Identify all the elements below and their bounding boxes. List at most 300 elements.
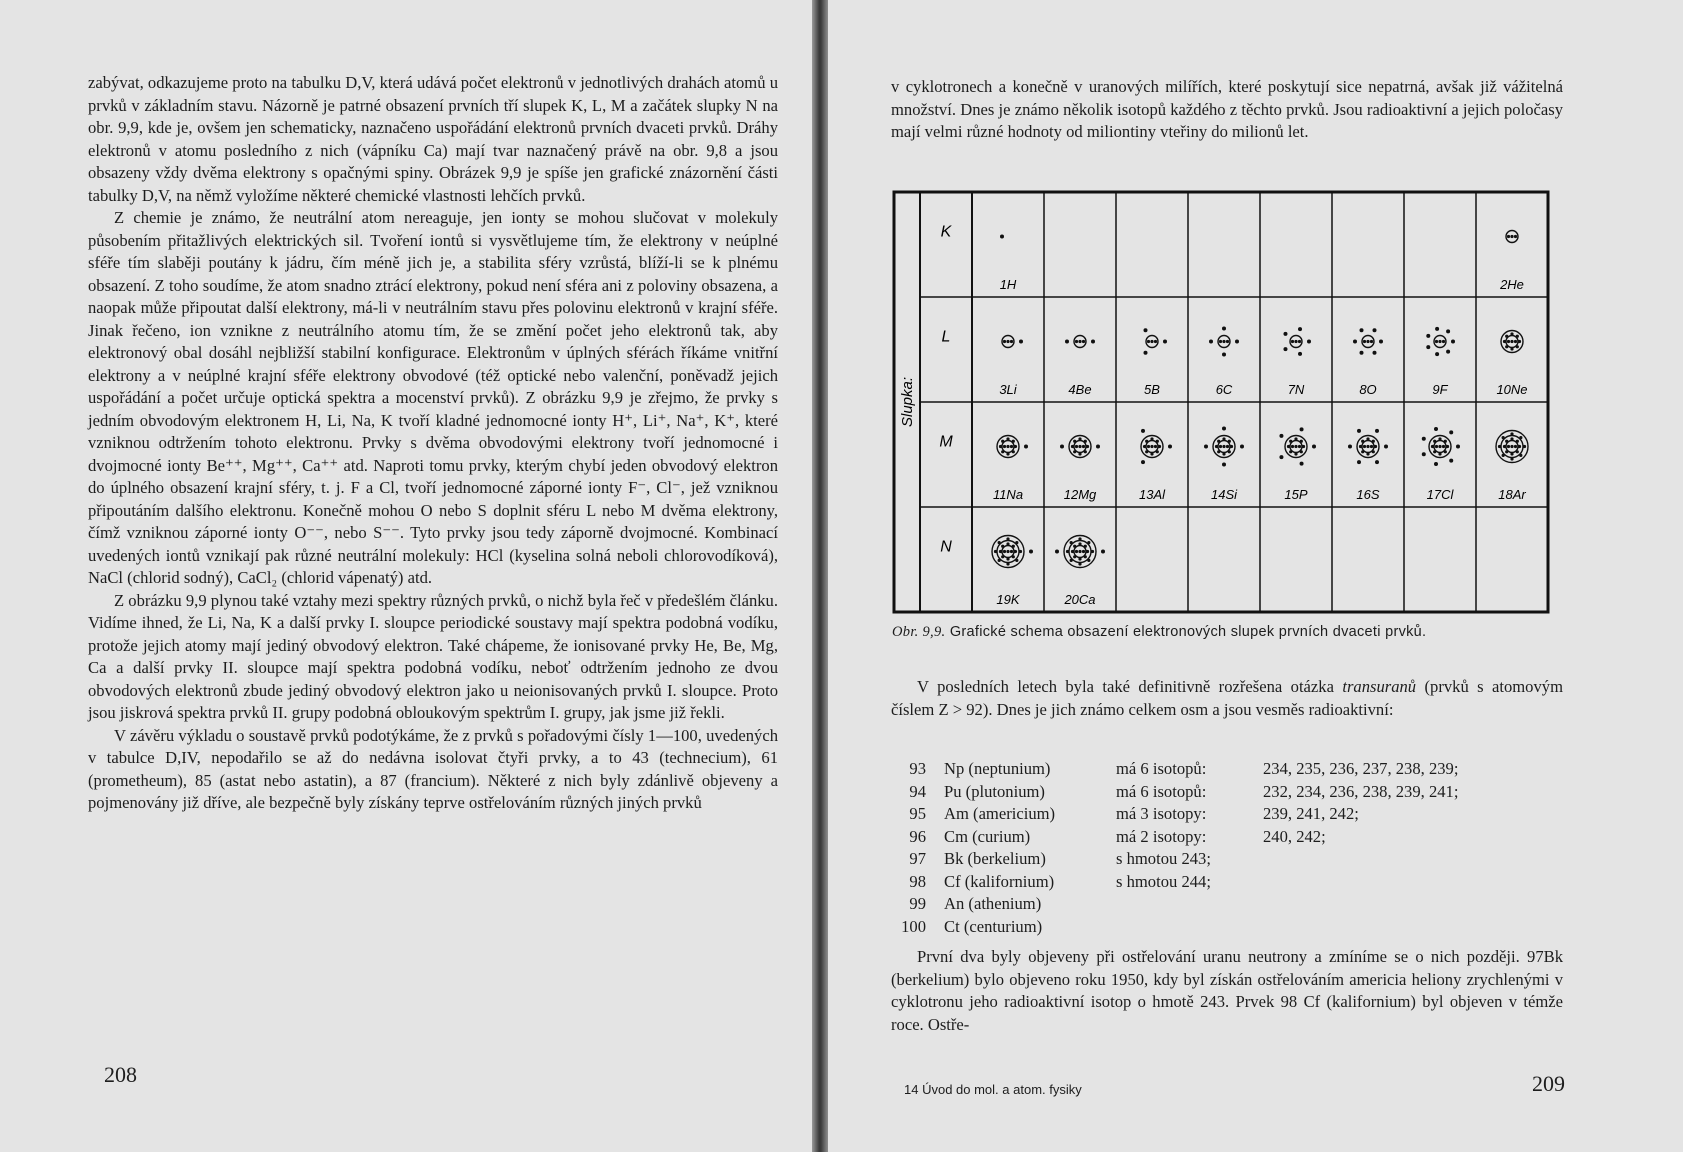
paragraph-text: První dva byly objeveny při ostřelování uranu neutrony a zmíníme se o nich později. 97Bk (berkelium) bylo objeveno roku 1950, kdy byl získán ostřelováním americia heliony zrychlenými v cyklotronu jeho radioaktivní isotop o hmotě 243. Prvek 98 Cf (kalifornium) byl objeven v témže roce. Ostře- <box>891 947 1563 1034</box>
element-label: 14Si <box>1210 487 1238 502</box>
electron <box>1014 445 1017 448</box>
electron <box>1502 436 1505 439</box>
electron <box>1075 340 1078 343</box>
electron <box>1084 450 1087 453</box>
electron <box>1010 340 1013 343</box>
element-label: 7N <box>1287 382 1305 397</box>
electron <box>1514 235 1517 238</box>
electron <box>1510 437 1513 440</box>
electron <box>1426 345 1430 349</box>
element-label: 8O <box>1359 382 1377 397</box>
electron <box>1516 440 1519 443</box>
electron <box>1086 445 1089 448</box>
element-label: 20Ca <box>1064 592 1096 607</box>
electron <box>1150 437 1153 440</box>
electron <box>1144 328 1148 332</box>
electron <box>1283 332 1287 336</box>
electron <box>1019 340 1023 344</box>
electron <box>1014 550 1017 553</box>
element-label: 13Al <box>1138 487 1166 502</box>
electron <box>1519 436 1522 439</box>
electron <box>1373 351 1377 355</box>
electron <box>1003 340 1006 343</box>
electron <box>1215 445 1218 448</box>
electron <box>1446 445 1449 448</box>
electron <box>1444 440 1447 443</box>
electron <box>1505 345 1508 348</box>
electron <box>1163 340 1167 344</box>
electron <box>1503 445 1506 448</box>
electron <box>1514 445 1517 448</box>
electron <box>1070 559 1073 562</box>
element-label: 4Be <box>1068 382 1092 397</box>
element-label: 3Li <box>999 382 1017 397</box>
nucleus <box>1294 340 1297 343</box>
electron <box>998 541 1001 544</box>
element-name: Pu (plutonium) <box>944 781 1045 801</box>
paragraph <box>891 676 1563 721</box>
electron <box>999 550 1002 553</box>
nucleus <box>1006 340 1009 343</box>
electron <box>1145 450 1148 453</box>
page-number: 209 <box>1532 1071 1565 1096</box>
electron <box>1141 460 1145 464</box>
element-number: 97 <box>909 849 926 868</box>
element-description: s hmotou 243; <box>1116 849 1211 868</box>
element-number: 100 <box>901 916 926 936</box>
electron <box>1209 340 1213 344</box>
electron <box>1015 559 1018 562</box>
element-name: Bk (berkelium) <box>944 849 1046 868</box>
electron <box>1370 445 1373 448</box>
electron <box>999 445 1002 448</box>
paragraph: v cyklotronech a konečně v uranových milířích, které poskytují sice nepatrná, avšak již vážitelná množství. Dnes je známo několik isotopů každého z těchto prvků. Jsou radioaktivní a jejich poločasy mají velmi různé hodnoty od miliontiny vteřiny do milionů let. <box>891 77 1563 141</box>
nucleus <box>1222 340 1225 343</box>
electron <box>1434 427 1438 431</box>
electron <box>1518 340 1521 343</box>
electron <box>1222 437 1225 440</box>
electron <box>1084 440 1087 443</box>
electron <box>1505 450 1508 453</box>
electron <box>1366 437 1369 440</box>
electron <box>1446 350 1450 354</box>
list-item <box>896 803 1563 826</box>
electron <box>1006 537 1009 540</box>
electron <box>1091 340 1095 344</box>
element-label: 15P <box>1284 487 1308 502</box>
electron <box>1010 445 1013 448</box>
electron <box>1006 542 1009 545</box>
element-number: 95 <box>909 804 926 823</box>
electron <box>1217 450 1220 453</box>
shell-label: L <box>941 328 951 346</box>
electron <box>1516 345 1519 348</box>
electron <box>1438 437 1441 440</box>
electron <box>1507 340 1510 343</box>
list-item <box>896 781 1563 804</box>
list-item <box>896 848 1563 871</box>
book-gutter <box>812 0 828 1152</box>
electron <box>1060 445 1064 449</box>
electron <box>1307 340 1311 344</box>
element-number: 98 <box>909 871 926 891</box>
nucleus <box>1366 340 1369 343</box>
electron <box>1435 445 1438 448</box>
electron <box>1071 445 1074 448</box>
electron <box>1217 440 1220 443</box>
electron <box>1150 452 1153 455</box>
list-item <box>896 916 1563 939</box>
electron <box>1219 340 1222 343</box>
electron <box>1519 454 1522 457</box>
shell-label: M <box>939 433 953 451</box>
electron <box>1373 328 1377 332</box>
figure-caption <box>892 624 1572 641</box>
electron <box>1289 450 1292 453</box>
electron <box>1361 450 1364 453</box>
element-isotopes: 239, 241, 242; <box>1263 804 1359 823</box>
electron <box>1029 550 1033 554</box>
electron <box>1449 430 1453 434</box>
nucleus <box>1438 340 1441 343</box>
element-isotopes <box>1263 916 1563 939</box>
element-name: Cf (kalifornium) <box>944 871 1055 891</box>
electron <box>1294 437 1297 440</box>
electron <box>1066 550 1069 553</box>
element-label: 11Na <box>992 487 1024 502</box>
caption-label: Obr. 9,9. <box>892 624 946 640</box>
element-number: 99 <box>909 894 926 913</box>
electron <box>1510 347 1513 350</box>
electron <box>1510 332 1513 335</box>
page-number: 208 <box>104 1062 137 1087</box>
electron <box>1294 452 1297 455</box>
element-description: má 6 isotopů: <box>1116 781 1207 801</box>
electron <box>1006 437 1009 440</box>
electron <box>1154 445 1157 448</box>
nucleus <box>1078 550 1081 553</box>
electron <box>1287 445 1290 448</box>
electron <box>1006 452 1009 455</box>
element-isotopes: 234, 235, 236, 237, 238, 239; <box>1263 759 1459 778</box>
electron <box>1298 352 1302 356</box>
paragraph-transurans <box>891 676 1563 721</box>
electron <box>1000 235 1004 239</box>
electron <box>1073 450 1076 453</box>
electron <box>1078 452 1081 455</box>
electron <box>1435 340 1438 343</box>
electron <box>1291 445 1294 448</box>
electron <box>1226 445 1229 448</box>
electron <box>1426 334 1430 338</box>
electron <box>1348 445 1352 449</box>
electron <box>994 550 997 553</box>
electron <box>1222 452 1225 455</box>
electron <box>1082 340 1085 343</box>
electron <box>1451 340 1455 344</box>
electron <box>998 559 1001 562</box>
electron <box>1434 462 1438 466</box>
list-item <box>896 758 1563 781</box>
element-label: 17Cl <box>1426 487 1454 502</box>
electron <box>1154 340 1157 343</box>
element-label: 2He <box>1500 277 1524 292</box>
element-isotopes <box>1263 893 1563 916</box>
electron <box>1374 445 1377 448</box>
electron <box>1147 445 1150 448</box>
electron <box>1422 452 1426 456</box>
electron <box>1302 445 1305 448</box>
electron <box>1433 450 1436 453</box>
electron <box>1291 340 1294 343</box>
electron <box>1433 440 1436 443</box>
electron <box>1510 452 1513 455</box>
element-isotopes <box>1263 871 1563 894</box>
electron <box>1435 352 1439 356</box>
element-name: Np (neptunium) <box>944 759 1051 778</box>
electron <box>1096 445 1100 449</box>
electron <box>1298 340 1301 343</box>
electron <box>1070 541 1073 544</box>
paragraph <box>891 946 1563 1036</box>
electron <box>1357 429 1361 433</box>
electron <box>1082 445 1085 448</box>
electron <box>1375 460 1379 464</box>
electron <box>1006 557 1009 560</box>
element-name: Cm (curium) <box>944 826 1031 846</box>
left-page <box>0 0 812 1152</box>
electron <box>1372 440 1375 443</box>
electron <box>1235 340 1239 344</box>
electron <box>1279 434 1283 438</box>
electron <box>1449 459 1453 463</box>
electron <box>1078 562 1081 565</box>
nucleus <box>1222 445 1225 448</box>
nucleus <box>1078 340 1081 343</box>
electron <box>1446 329 1450 333</box>
list-item <box>896 871 1563 894</box>
electron <box>1055 550 1059 554</box>
element-description <box>1116 893 1263 916</box>
electron <box>1510 432 1513 435</box>
electron <box>1442 445 1445 448</box>
electron <box>1456 445 1460 449</box>
electron <box>1360 328 1364 332</box>
paragraph: V závěru výkladu o soustavě prvků podotýkáme, že z prvků s pořadovými čísly 1—100, uvedených v tabulce D,IV, nepodařilo se až do nedávna isolovat čtyři prvky, a to 43 (technecium), 61 (prometheum), 85 (astat nebo astatin), a 87 (francium). Některé z nich byly zdánlivě objeveny a pojmenovány již dříve, ale bezpečně byly získány teprve ostřelováním různých jiných prvků <box>88 725 778 812</box>
electron <box>1361 440 1364 443</box>
shell-label: K <box>940 223 952 241</box>
paragraph: zabývat, odkazujeme proto na tabulku D,V, která udává počet elektronů v jednotlivých drahách atomů u prvků v základním stavu. Názorně je patrné obsazení prvních tří slupek K, L, M a začátek slupky N na obr. 9,9, kde je, ovšem jen schematicky, naznačeno uspořádání elektronů prvních dvaceti prvků. Dráhy elektronů v atomu posledního z nich (vápníku Ca) mají tvar naznačený právě na obr. 9,8 a jsou obsazeny vždy dvěma elektrony s opačnými spiny. Obrázek 9,9 je spíše jen grafické znázornění části tabulky D,V, na němž vyložíme některé chemické vlastnosti lehčích prvků. <box>88 73 778 205</box>
element-description: má 3 isotopy: <box>1116 804 1207 823</box>
element-label: 5B <box>1144 382 1160 397</box>
electron <box>1300 462 1304 466</box>
element-label: 10Ne <box>1496 382 1528 397</box>
electron <box>1228 440 1231 443</box>
electron <box>1370 340 1373 343</box>
electron <box>1300 440 1303 443</box>
electron <box>1505 335 1508 338</box>
nucleus <box>1006 445 1009 448</box>
electron <box>1240 445 1244 449</box>
electron <box>1298 327 1302 331</box>
element-isotopes: 232, 234, 236, 238, 239, 241; <box>1263 781 1459 801</box>
electron <box>1084 545 1087 548</box>
electron <box>1498 445 1501 448</box>
element-label: 18Ar <box>1498 487 1526 502</box>
electron <box>1444 450 1447 453</box>
electron <box>1156 450 1159 453</box>
electron <box>1300 450 1303 453</box>
paragraph: Z obrázku 9,9 plynou také vztahy mezi spektry různých prvků, o nichž byla řeč v předešlém článku. Vidíme ihned, že Li, Na, K a další prvky I. sloupce periodické soustavy mají spektra podobná vodíku, protože jejich atomy mají jediný obvodový elektron. Také chápeme, že ionisované prvky He, Be, Mg, Ca a další prvky II. sloupce mají spektra podobná vodíku, neboť odtržením jednoho ze dvou obvodových elektronů zbude jediný obvodový elektron jako u neionisovaných prvků I. sloupce. Proto jsou jiskrová spektra prvků II. grupy podobná obloukovým spektrům I. grupy, jak jsme již řekli. <box>88 590 778 722</box>
electron <box>1012 555 1015 558</box>
electron <box>1071 550 1074 553</box>
electron <box>1366 452 1369 455</box>
element-label: 6C <box>1215 382 1233 397</box>
electron <box>1012 450 1015 453</box>
electron <box>1230 445 1233 448</box>
nucleus <box>1366 445 1369 448</box>
nucleus <box>1438 445 1441 448</box>
electron <box>1006 562 1009 565</box>
nucleus <box>1150 340 1153 343</box>
element-name: An (athenium) <box>944 894 1042 913</box>
electron <box>1516 450 1519 453</box>
element-description: má 2 isotopy: <box>1116 826 1207 846</box>
electron <box>1078 437 1081 440</box>
element-label: 1H <box>999 277 1017 292</box>
electron <box>1073 440 1076 443</box>
electron <box>1158 445 1161 448</box>
element-description: má 6 isotopů: <box>1116 759 1207 778</box>
electron <box>1300 427 1304 431</box>
caption-text: Grafické schema obsazení elektronových slupek prvních dvaceti prvků. <box>949 624 1427 640</box>
electron <box>1312 445 1316 449</box>
electron-shell-diagram <box>892 190 1562 614</box>
electron <box>1228 450 1231 453</box>
page-footer: 14 Úvod do mol. a atom. fysiky <box>904 1082 1082 1097</box>
electron <box>1024 445 1028 449</box>
element-description: s hmotou 244; <box>1116 871 1211 891</box>
electron <box>1001 545 1004 548</box>
electron <box>1375 429 1379 433</box>
electron <box>1363 340 1366 343</box>
electron <box>1222 327 1226 331</box>
electron <box>1078 557 1081 560</box>
electron <box>1012 545 1015 548</box>
emphasis: transuranů <box>1342 677 1417 696</box>
electron <box>1003 445 1006 448</box>
electron <box>1384 445 1388 449</box>
electron <box>1010 550 1013 553</box>
electron <box>1507 445 1510 448</box>
electron <box>1087 541 1090 544</box>
electron <box>1019 550 1022 553</box>
electron <box>1507 235 1510 238</box>
text-run: (prvků s atomovým číslem Z > 92). Dnes je jich známo celkem osm a jsou vesměs radioaktivní: <box>891 677 1563 719</box>
electron <box>1514 340 1517 343</box>
electron <box>1003 550 1006 553</box>
electron <box>1141 429 1145 433</box>
electron <box>1012 440 1015 443</box>
electron <box>1065 340 1069 344</box>
electron <box>1075 445 1078 448</box>
electron <box>1222 353 1226 357</box>
electron <box>1001 555 1004 558</box>
electron <box>1502 454 1505 457</box>
electron <box>1204 445 1208 449</box>
electron <box>1357 460 1361 464</box>
electron <box>1147 340 1150 343</box>
electron <box>1523 445 1526 448</box>
electron <box>1078 537 1081 540</box>
paragraph: Z chemie je známo, že neutrální atom nereaguje, jen ionty se mohou slučovat v molekuly působením přitažlivých elektrických sil. Tvoření iontů si vysvětlujeme tím, že elektrony v neúplné sféře tím slaběji poutány k jádru, čím méně jich je, a stabilita sféry vzrůstá, blíží-li se k plnému obsazení. Z toho soudíme, že atom snadno ztrácí elektrony, pokud není sféra ani z poloviny obsazena, a naopak může připoutat další elektrony, má-li v neutrálním stavu přes polovinu elektronů v krajní sféře. Jinak řečeno, ion vznikne z neutrálního atomu tím, že se změní počet jeho elektronů tak, aby elektronový obal dosáhl nejbližší stabilní konfigurace. Elektronům v úplných sférách říkáme vnitřní elektrony a v neúplné krajní sféře elektrony obvodové (též optické nebo valenční, poněvadž jejich uspořádání a počet určuje optická spektra a mocenství prvků). Z obrázku 9,9 je zřejmo, že prvky s jedním obvodovým elektronem H, Li, Na, K tvoří kladné jednomocné ionty H⁺, Li⁺, Na⁺, K⁺, které vzniknou odtržením tohoto elektronu. Prvky s dvěma obvodovými elektrony tvoří jednomocné i dvojmocné ionty Be⁺⁺, Mg⁺⁺, Ca⁺⁺ atd. Naproti tomu prvky, kterým chybí jeden obvodový elektron do úplného obsazení krajní sféry, t. j. F a Cl, tvoří jednomocné záporné ionty F⁻, Cl⁻, jež vzniknou připoutáním dalšího elektronu. Konečně mohou O nebo S doplnit sféru L nebo M dvěma elektrony, čímž vzniknou záporné ionty O⁻⁻, nebo S⁻⁻. Tyto prvky jsou tedy záporně dvojmocné. Kombinací uvedených iontů vznikají pak různé neutrální molekuly: HCl (kyselina solná neboli chlorovodíková), NaCl (chlorid sodný), CaCl₂ (chlorid vápenatý) atd. <box>88 208 778 587</box>
electron <box>1505 440 1508 443</box>
electron <box>1518 445 1521 448</box>
left-page-text <box>88 72 778 815</box>
electron <box>1431 445 1434 448</box>
electron <box>1289 440 1292 443</box>
element-number: 96 <box>909 826 926 846</box>
electron <box>1372 450 1375 453</box>
electron <box>1363 445 1366 448</box>
electron <box>1145 440 1148 443</box>
nucleus <box>1150 445 1153 448</box>
electron <box>1075 550 1078 553</box>
electron <box>1015 541 1018 544</box>
list-item <box>896 826 1563 849</box>
electron <box>1073 555 1076 558</box>
electron <box>1168 445 1172 449</box>
electron <box>1353 340 1357 344</box>
electron <box>1082 550 1085 553</box>
element-number: 94 <box>909 781 926 801</box>
electron <box>1087 559 1090 562</box>
electron <box>1283 347 1287 351</box>
nucleus <box>1510 235 1513 238</box>
electron <box>1360 351 1364 355</box>
electron <box>1298 445 1301 448</box>
electron <box>1078 542 1081 545</box>
axis-label: Slupka: <box>899 376 916 428</box>
electron <box>1510 457 1513 460</box>
electron <box>1144 351 1148 355</box>
electron <box>1279 455 1283 459</box>
electron <box>1226 340 1229 343</box>
electron <box>1091 550 1094 553</box>
shell-diagram-figure <box>892 190 1562 619</box>
element-label: 12Mg <box>1063 487 1097 502</box>
electron <box>1156 440 1159 443</box>
nucleus <box>1078 445 1081 448</box>
electron <box>1001 440 1004 443</box>
electron <box>1073 545 1076 548</box>
electron <box>1222 427 1226 431</box>
nucleus <box>1294 445 1297 448</box>
electron <box>1516 335 1519 338</box>
electron <box>1001 450 1004 453</box>
electron <box>1435 327 1439 331</box>
electron <box>1143 445 1146 448</box>
electron <box>1219 445 1222 448</box>
element-isotopes <box>1263 848 1563 871</box>
list-item <box>896 893 1563 916</box>
electron <box>1503 340 1506 343</box>
shell-label: N <box>940 538 952 556</box>
element-number: 93 <box>909 759 926 778</box>
element-label: 9F <box>1432 382 1448 397</box>
electron <box>1438 452 1441 455</box>
nucleus <box>1006 550 1009 553</box>
